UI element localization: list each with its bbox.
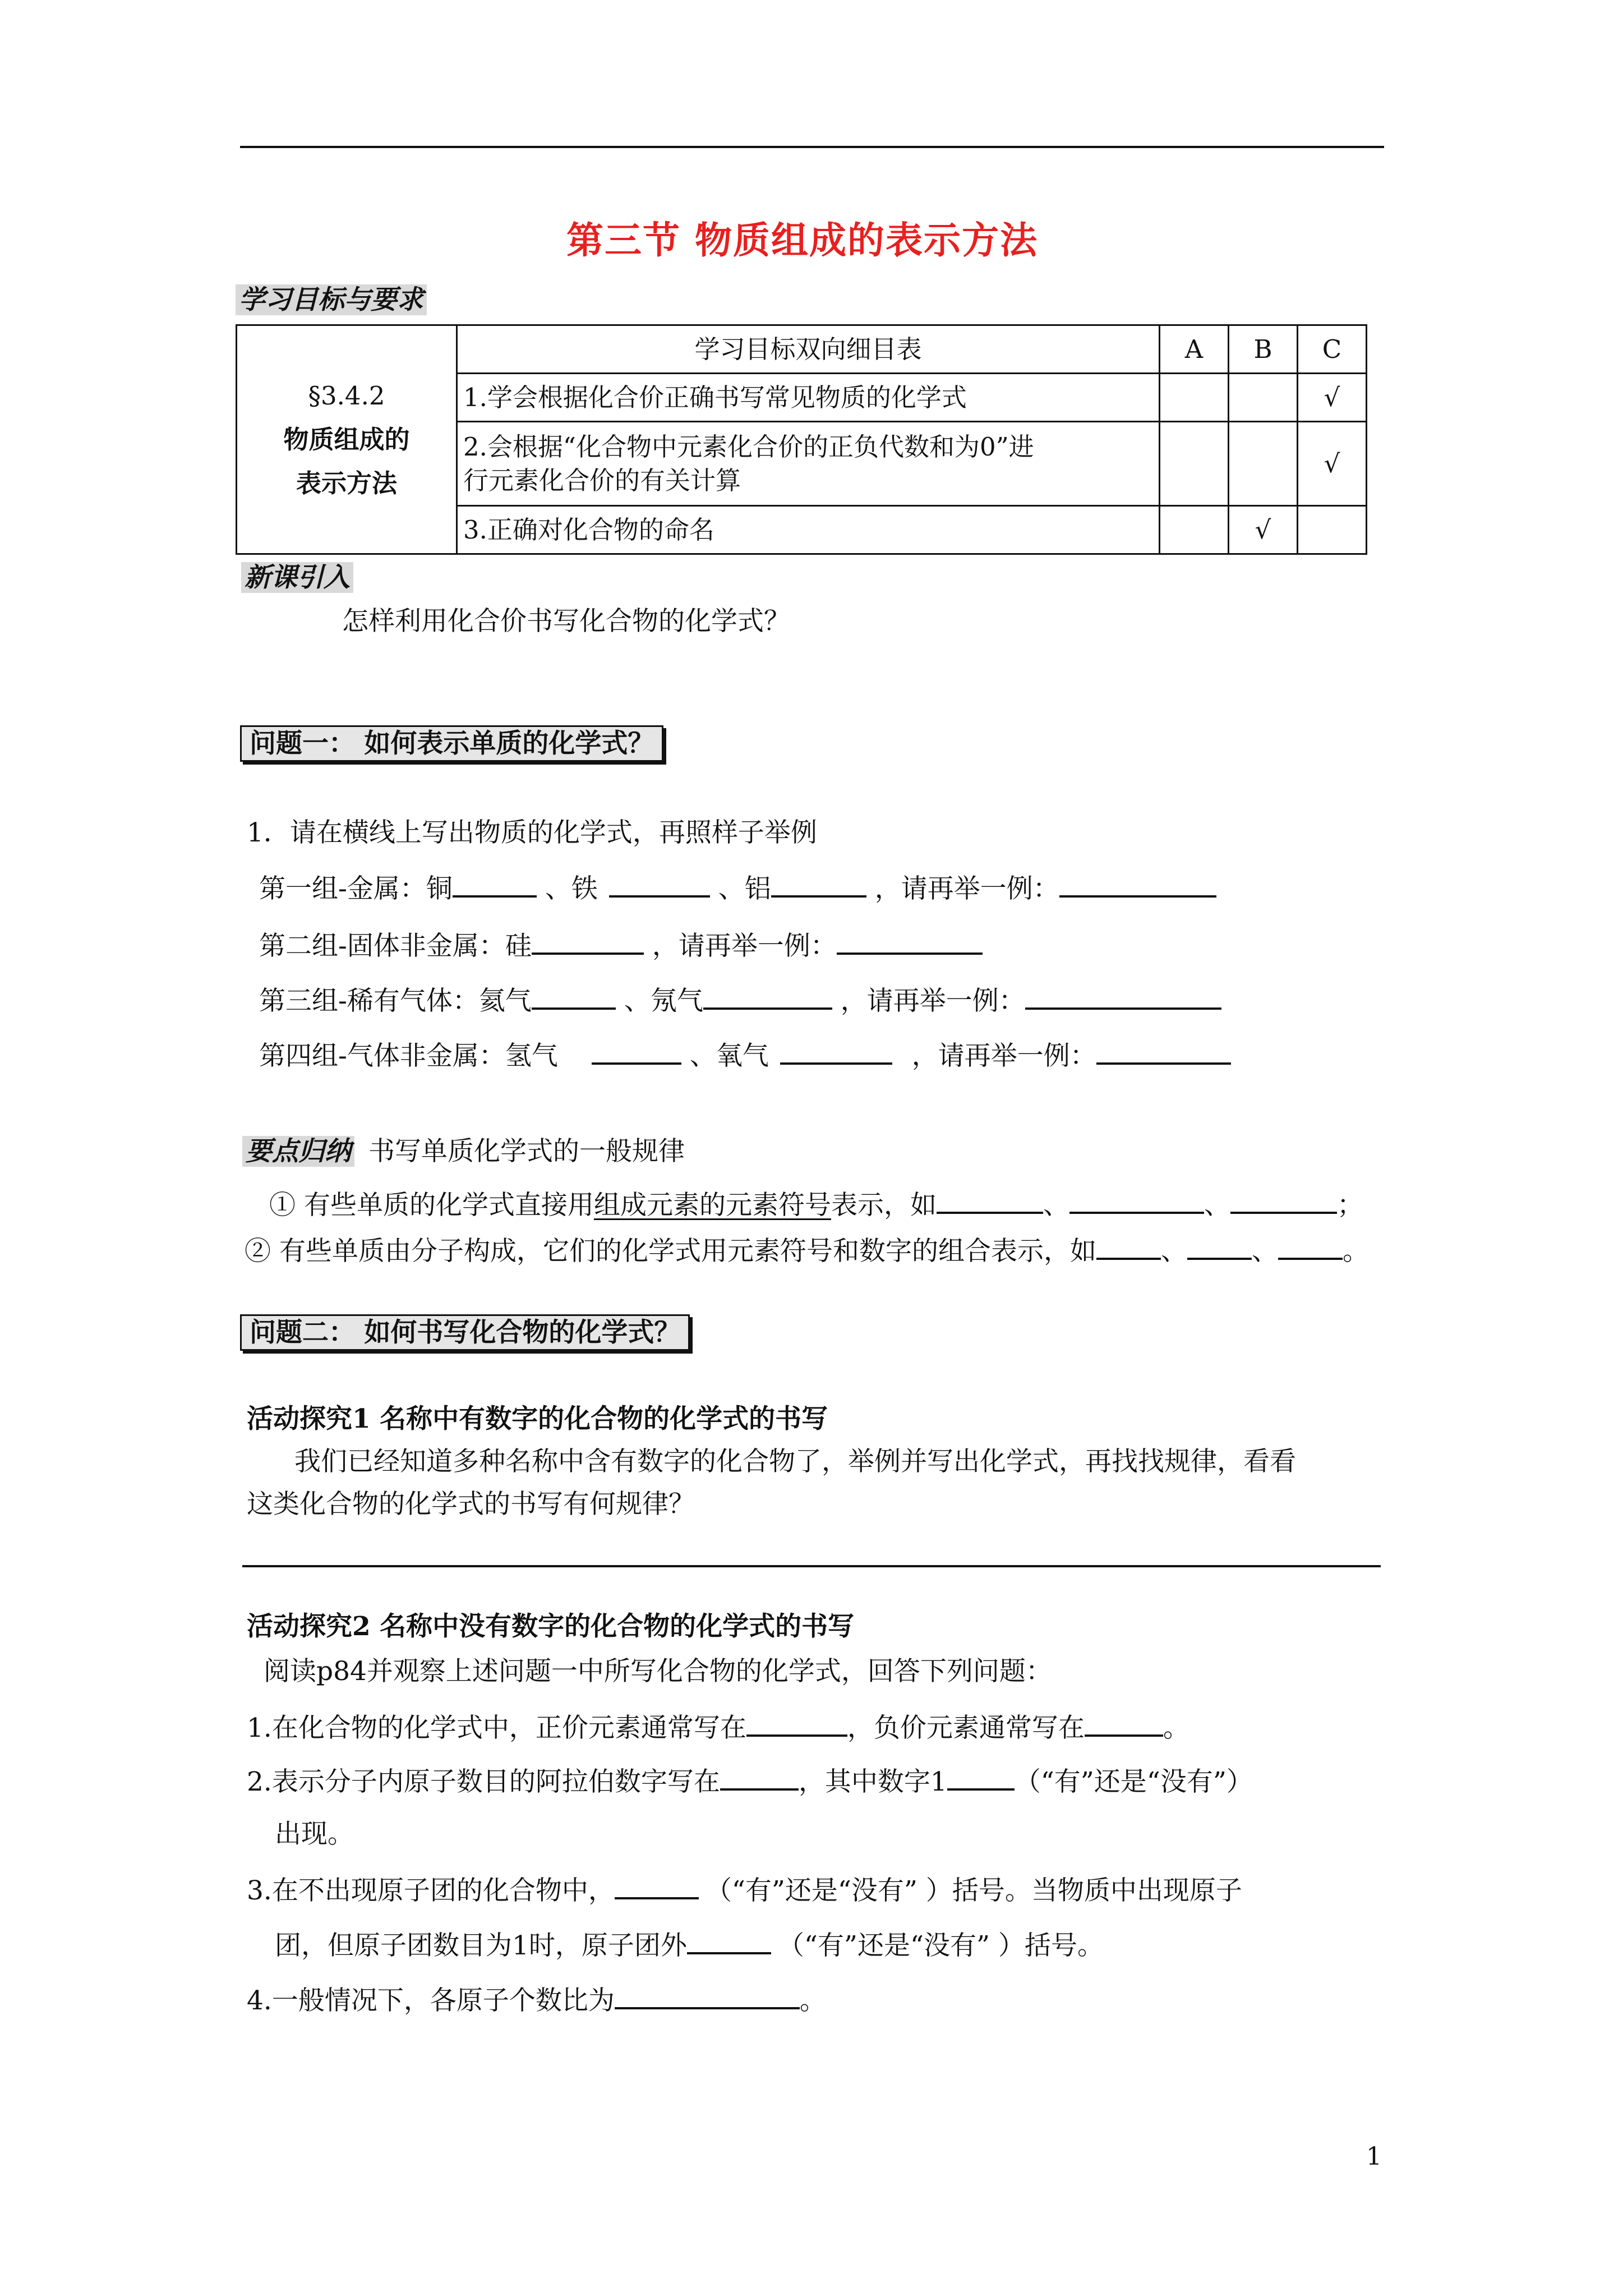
- key-point-2-a: ② 有些单质由分子构成，它们的化学式用元素符号和数字的组合表示，如: [245, 1236, 1096, 1267]
- goal-row-3-c: [1298, 506, 1367, 554]
- goals-table: [236, 324, 1367, 555]
- group4-line: [259, 1038, 1231, 1073]
- page-title: 第三节 物质组成的表示方法: [566, 218, 1038, 262]
- goal-row-3-a: [1160, 506, 1229, 554]
- key-points-line: [242, 1135, 685, 1168]
- goal-row-2-line-2: 行元素化合价的有关计算: [463, 465, 741, 495]
- group1-aluminum: 、铝: [718, 873, 771, 904]
- blank-silicon[interactable]: [532, 928, 644, 955]
- key-point-1-semi: ；: [1336, 1190, 1363, 1221]
- goal-row-1-b: [1229, 374, 1298, 422]
- group2-line: [259, 928, 983, 963]
- blank-kp1-3[interactable]: [1230, 1187, 1337, 1214]
- blank-helium[interactable]: [532, 983, 616, 1010]
- key-point-1: [269, 1187, 1363, 1222]
- activity2-title: 活动探究2 名称中没有数字的化合物的化学式的书写: [247, 1611, 855, 1642]
- q4-a: 4.一般情况下，各原子个数比为: [247, 1985, 615, 2016]
- blank-aluminum[interactable]: [771, 871, 866, 898]
- blank-group2-example[interactable]: [837, 928, 983, 955]
- q3-c: 团，但原子团数目为1时，原子团外: [275, 1930, 687, 1961]
- q2-a: 2.表示分子内原子数目的阿拉伯数字写在: [247, 1766, 720, 1797]
- q3-a: 3.在不出现原子团的化合物中，: [247, 1875, 615, 1906]
- q3-b: （“有”还是“没有” ）括号。当物质中出现原子: [705, 1875, 1242, 1906]
- blank-neon[interactable]: [703, 983, 832, 1010]
- group4-hydrogen: 第四组-气体非金属：氢气: [259, 1041, 558, 1071]
- goal-row-2-b: [1229, 422, 1298, 506]
- blank-q2-one[interactable]: [947, 1764, 1015, 1791]
- key-point-2-sep-2: 、: [1251, 1236, 1278, 1267]
- q2-b: ，其中数字1: [798, 1766, 947, 1797]
- blank-q4-ratio[interactable]: [615, 1982, 800, 2009]
- key-point-2-sep-1: 、: [1160, 1236, 1187, 1267]
- group3-line: [259, 983, 1221, 1018]
- activity2-q1: [247, 1710, 1189, 1745]
- problem1-heading: 问题一： 如何表示单质的化学式？: [240, 725, 663, 762]
- q2-c: （“有”还是“没有”）: [1014, 1766, 1253, 1797]
- intro-question: 怎样利用化合价书写化合物的化学式？: [342, 606, 790, 637]
- goal-row-2: [457, 422, 1160, 506]
- q3-d: （“有”还是“没有” ）括号。: [777, 1930, 1104, 1961]
- activity2-q2: [247, 1764, 1253, 1799]
- key-point-1-sep-1: 、: [1043, 1190, 1069, 1221]
- goals-header: 学习目标双向细目表: [457, 325, 1160, 374]
- goal-row-2-line-1: 2.会根据“化合物中元素化合价的正负代数和为0”进: [463, 431, 1034, 462]
- key-point-1-sep-2: 、: [1204, 1190, 1230, 1221]
- blank-kp2-3[interactable]: [1278, 1233, 1343, 1260]
- group4-oxygen: 、氧气: [689, 1041, 769, 1071]
- section-intro-label: [241, 561, 353, 595]
- activity2-q3: [247, 1872, 1242, 1908]
- goal-row-3: 3.正确对化合物的命名: [457, 506, 1160, 554]
- key-point-1-underlined: 组成元素的元素符号: [593, 1190, 831, 1221]
- problem2-heading-box: [240, 1316, 690, 1350]
- page-number: 1: [1366, 2142, 1382, 2171]
- key-point-1-b: 表示，如: [831, 1190, 937, 1221]
- q1-b: ，负价元素通常写在: [847, 1713, 1085, 1743]
- goal-row-3-b: √: [1229, 506, 1298, 554]
- group3-helium: 第三组-稀有气体：氦气: [259, 986, 532, 1016]
- goals-title-1: 物质组成的: [283, 424, 410, 454]
- goals-col-b: B: [1229, 325, 1298, 374]
- activity2-q3-cont: [275, 1927, 1104, 1963]
- goals-col-c: C: [1298, 325, 1367, 374]
- q4-b: 。: [799, 1985, 826, 2016]
- group4-example: ，请再举一例：: [911, 1041, 1096, 1071]
- activity2-intro: 阅读p84并观察上述问题一中所写化合物的化学式，回答下列问题：: [264, 1656, 1052, 1687]
- goal-row-1-c: √: [1298, 374, 1367, 422]
- blank-kp2-2[interactable]: [1187, 1233, 1252, 1260]
- goal-row-1-a: [1160, 374, 1229, 422]
- goals-col-a: A: [1160, 325, 1229, 374]
- group3-example: ，请再举一例：: [840, 986, 1025, 1016]
- q1-a: 1.在化合物的化学式中，正价元素通常写在: [247, 1713, 746, 1743]
- blank-iron[interactable]: [609, 871, 710, 898]
- group3-neon: 、氖气: [624, 986, 703, 1016]
- key-point-2-period: 。: [1342, 1236, 1369, 1267]
- problem2-heading: 问题二： 如何书写化合物的化学式？: [240, 1314, 690, 1351]
- group1-copper: 第一组-金属：铜: [259, 873, 453, 904]
- blank-q1-positive[interactable]: [746, 1710, 847, 1737]
- goals-code: §3.4.2: [308, 380, 385, 411]
- blank-group1-example[interactable]: [1059, 871, 1216, 898]
- key-point-2: [245, 1233, 1369, 1268]
- activity1-answer-line[interactable]: [242, 1565, 1381, 1567]
- goal-row-2-a: [1160, 422, 1229, 506]
- blank-q3-1[interactable]: [615, 1872, 699, 1899]
- blank-oxygen[interactable]: [780, 1038, 892, 1065]
- group2-example: ，请再举一例：: [652, 931, 837, 961]
- group2-silicon: 第二组-固体非金属：硅: [259, 931, 532, 961]
- activity2-q4: [247, 1982, 826, 2018]
- blank-kp1-2[interactable]: [1069, 1187, 1204, 1214]
- goal-row-1: 1.学会根据化合价正确书写常见物质的化学式: [457, 374, 1160, 422]
- activity1-para-2: 这类化合物的化学式的书写有何规律？: [247, 1489, 695, 1520]
- section-goals-text: 学习目标与要求: [236, 284, 427, 315]
- blank-kp1-1[interactable]: [937, 1187, 1043, 1214]
- activity1-title: 活动探究1 名称中有数字的化合物的化学式的书写: [247, 1404, 828, 1434]
- blank-q3-2[interactable]: [687, 1927, 771, 1954]
- section-intro-text: 新课引入: [241, 562, 353, 593]
- activity1-para-1: 我们已经知道多种名称中含有数字的化合物了，举例并写出化学式，再找找规律，看看: [294, 1446, 1296, 1477]
- goal-row-2-c: √: [1298, 422, 1367, 506]
- blank-kp2-1[interactable]: [1096, 1233, 1161, 1260]
- problem1-q1: 1．请在横线上写出物质的化学式，再照样子举例: [247, 817, 817, 848]
- blank-copper[interactable]: [453, 871, 537, 898]
- group1-example: ，请再举一例：: [874, 873, 1059, 904]
- blank-q1-negative[interactable]: [1085, 1710, 1163, 1737]
- header-rule: [240, 146, 1384, 148]
- key-point-1-a: ① 有些单质的化学式直接用: [269, 1190, 594, 1221]
- goals-left-cell: [237, 325, 457, 554]
- blank-q2-position[interactable]: [720, 1764, 799, 1791]
- key-points-title: 书写单质化学式的一般规律: [368, 1136, 685, 1167]
- blank-hydrogen[interactable]: [592, 1038, 681, 1065]
- blank-group3-example[interactable]: [1025, 983, 1221, 1010]
- key-points-label: 要点归纳: [242, 1136, 354, 1167]
- blank-group4-example[interactable]: [1096, 1038, 1231, 1065]
- group1-line: [259, 871, 1216, 906]
- group1-iron: 、铁: [545, 873, 598, 904]
- q1-c: 。: [1163, 1713, 1189, 1743]
- activity2-q2-cont: 出现。: [275, 1819, 354, 1849]
- goals-title-2: 表示方法: [296, 468, 397, 498]
- section-goals-label: [236, 283, 427, 317]
- problem1-heading-box: [240, 727, 663, 761]
